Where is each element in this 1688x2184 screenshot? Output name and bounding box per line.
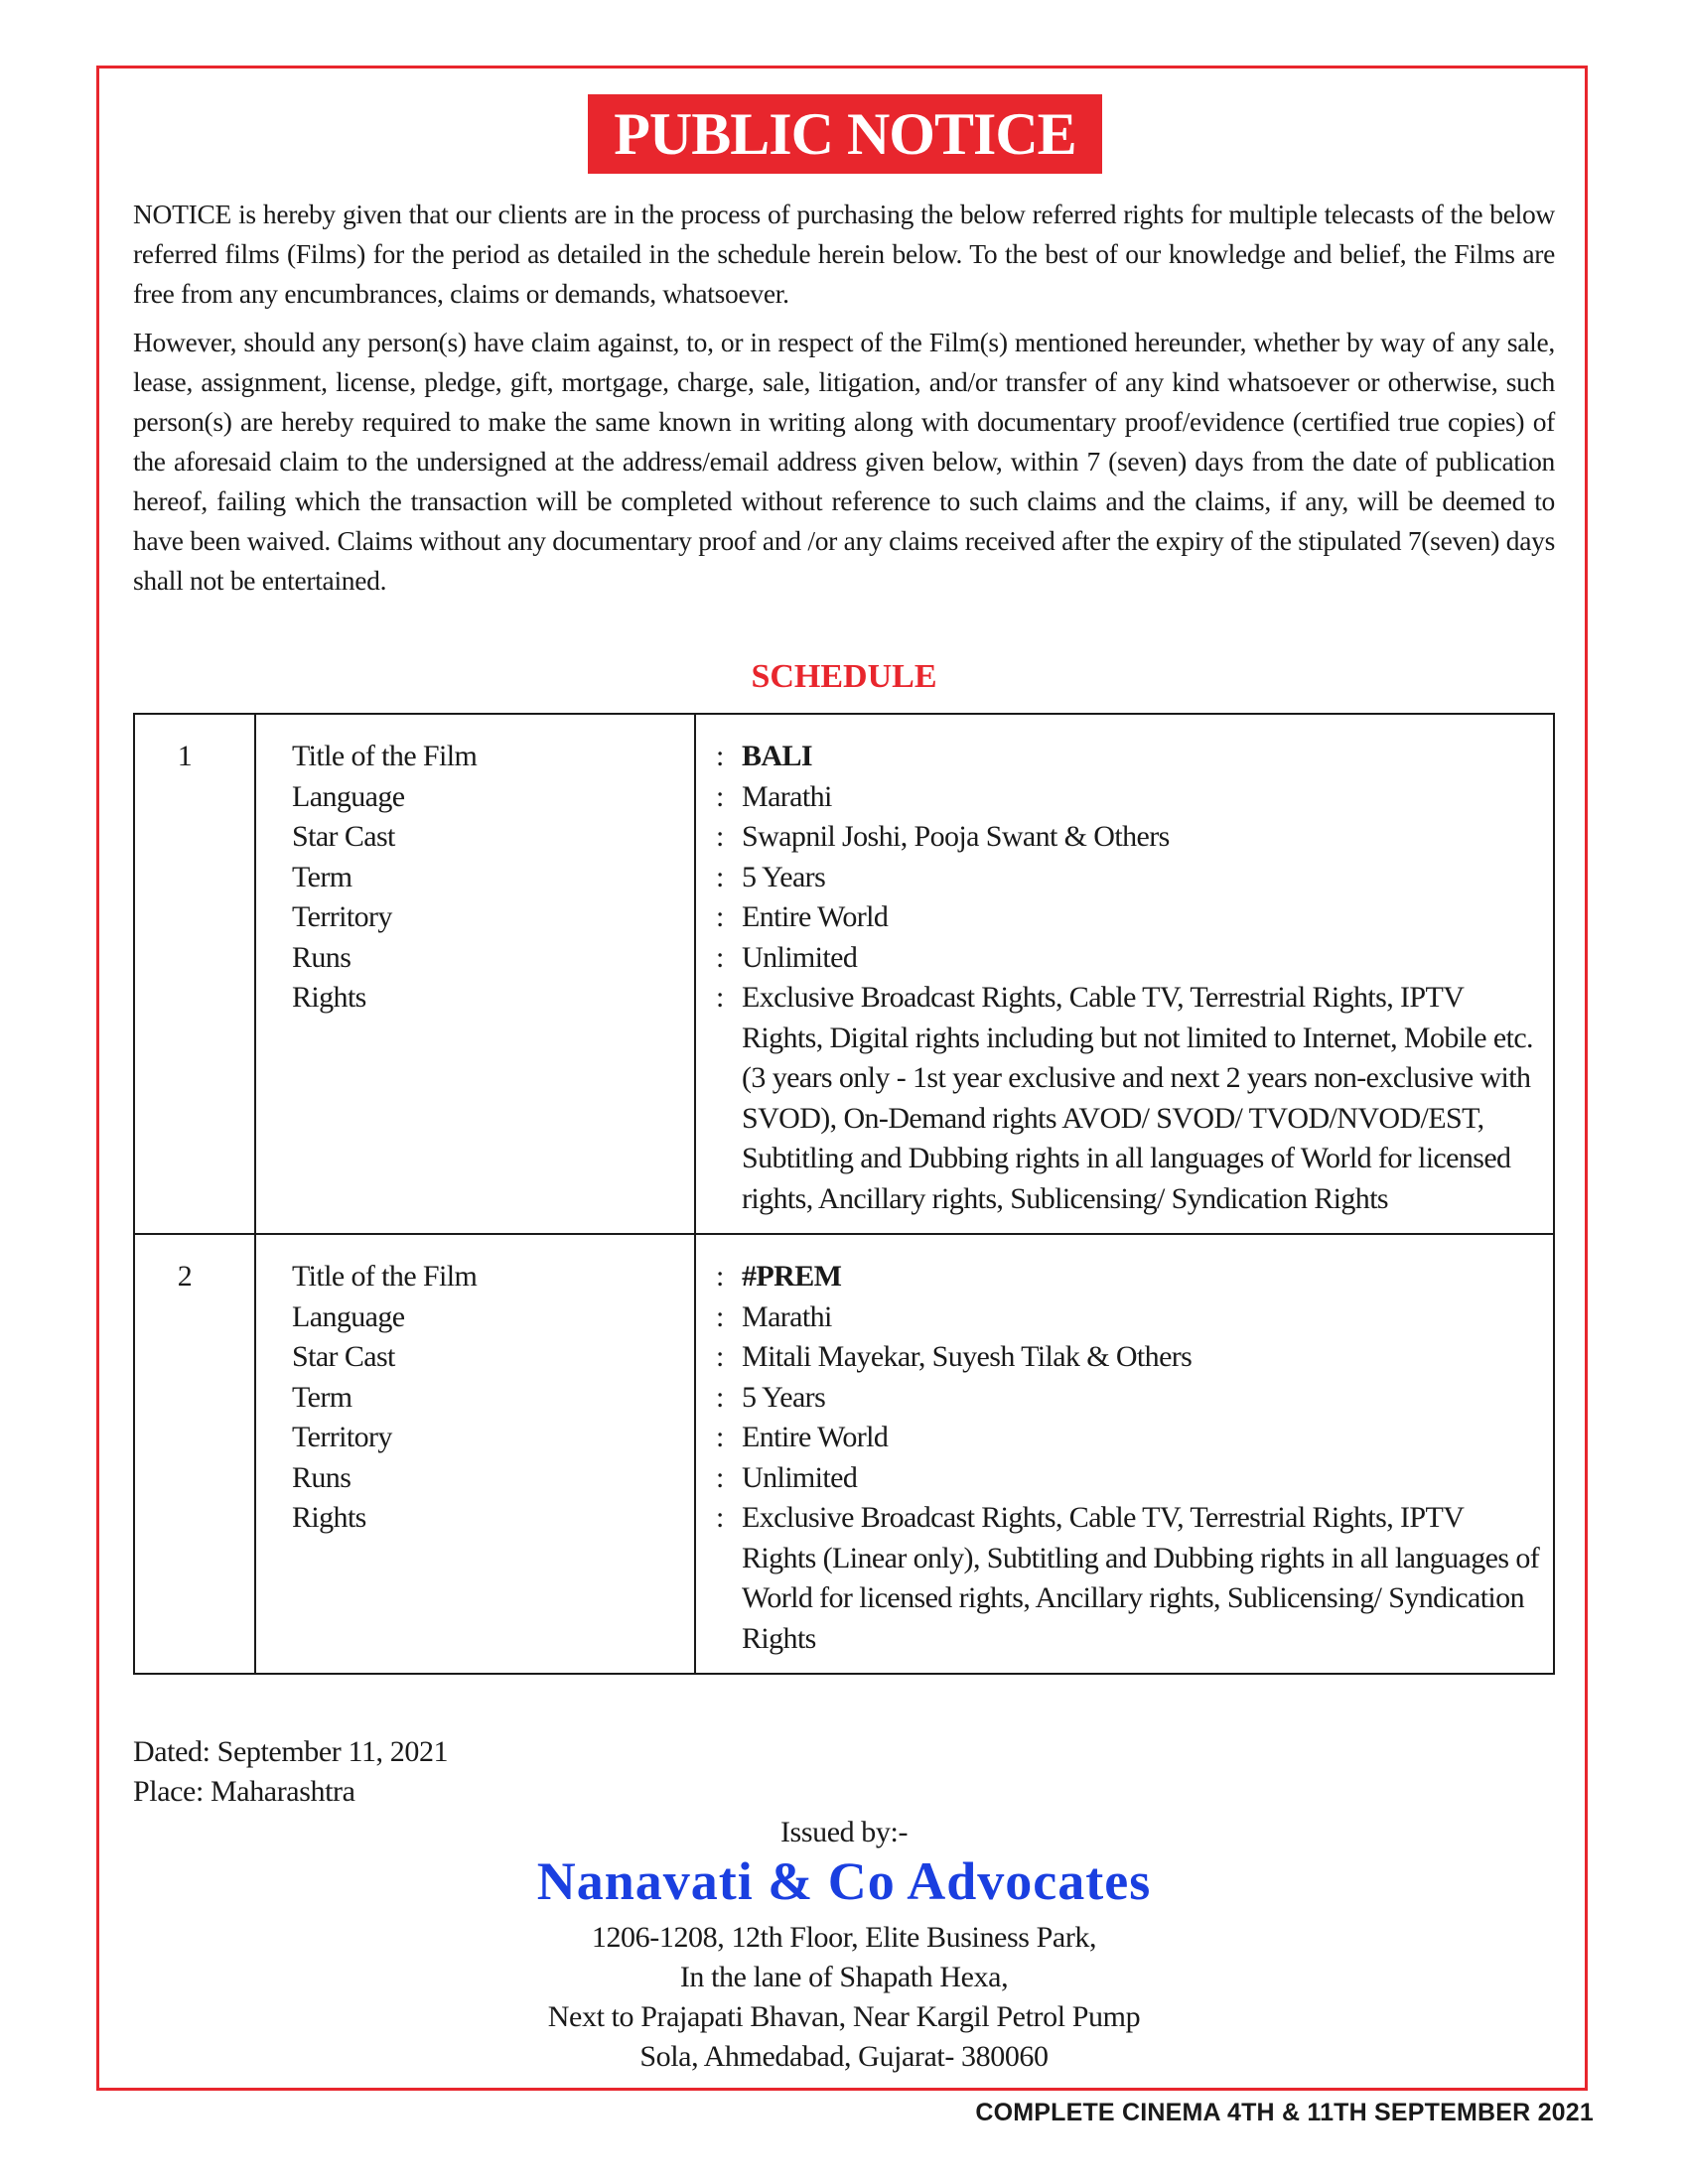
colon: : bbox=[716, 1260, 724, 1293]
address-line: Next to Prajapati Bhavan, Near Kargil Petrol Pump bbox=[547, 2000, 1141, 2033]
colon: : bbox=[716, 740, 724, 772]
field-values bbox=[695, 714, 1554, 1234]
firm-name: Nanavati & Co Advocates bbox=[536, 1851, 1152, 1911]
colon: : bbox=[716, 860, 724, 893]
film-runs: Unlimited bbox=[742, 1460, 858, 1494]
film-rights: Exclusive Broadcast Rights, Cable TV, Terrestrial Rights, IPTV Rights (Linear only), Subtitling and Dubbing rights in all languages of World for licensed rights, Ancillary rights, Sublicensing/ Syndication Rights bbox=[742, 1501, 1540, 1655]
address-line: Sola, Ahmedabad, Gujarat- 380060 bbox=[639, 2040, 1049, 2073]
colon: : bbox=[716, 940, 724, 974]
schedule-table bbox=[133, 713, 1555, 1675]
film-language: Marathi bbox=[742, 779, 832, 813]
label-language: Language bbox=[292, 1299, 405, 1333]
notice-paragraph-1: NOTICE is hereby given that our clients are in the process of purchasing the below referred rights for multiple telecasts of the below referred films (Films) for the period as detailed in the schedule herein below. To the best of our knowledge and belief, the Films are free from any encumbrances, claims or demands, whatsoever. bbox=[133, 199, 1555, 309]
notice-paragraph-2: However, should any person(s) have claim against, to, or in respect of the Film(s) mentioned hereunder, whether by way of any sale, lease, assignment, license, pledge, gift, mortgage, charge, sale, litigation, and/or transfer of any kind whatsoever or otherwise, such person(s) are hereby required to make the same known in writing along with documentary proof/evidence (certified true copies) of the aforesaid claim to the undersigned at the address/email address given below, within 7 (seven) days from the date of publication hereof, failing which the transaction will be completed without reference to such claims and the claims, if any, will be deemed to have been waived. Claims without any documentary proof and /or any claims received after the expiry of the stipulated 7(seven) days shall not be entertained. bbox=[133, 327, 1555, 596]
field-values bbox=[695, 1234, 1554, 1674]
publication-credit: COMPLETE CINEMA 4TH & 11TH SEPTEMBER 2021 bbox=[975, 2099, 1594, 2126]
table-row bbox=[134, 1234, 1554, 1674]
field-labels bbox=[255, 1234, 695, 1674]
place-line: Place: Maharashtra bbox=[133, 1775, 355, 1808]
label-star-cast: Star Cast bbox=[292, 820, 395, 853]
film-language: Marathi bbox=[742, 1299, 832, 1333]
film-runs: Unlimited bbox=[742, 940, 858, 974]
label-territory: Territory bbox=[292, 900, 392, 933]
label-term: Term bbox=[292, 860, 352, 893]
film-rights: Exclusive Broadcast Rights, Cable TV, Terrestrial Rights, IPTV Rights, Digital rights including but not limited to Internet, Mobile etc. (3 years only - 1st year exclusive and next 2 years non-exclusive with SVOD), On-Demand rights AVOD/ SVOD/ TVOD/NVOD/EST, Subtitling and Dubbing rights in all languages of World for licensed rights, Ancillary rights, Sublicensing/ Syndication Rights bbox=[742, 981, 1533, 1215]
colon: : bbox=[716, 1299, 724, 1333]
field-labels bbox=[255, 714, 695, 1234]
film-territory: Entire World bbox=[742, 1421, 889, 1453]
label-runs: Runs bbox=[292, 1460, 352, 1494]
notice-title: PUBLIC NOTICE bbox=[588, 94, 1102, 174]
schedule-heading: SCHEDULE bbox=[751, 658, 937, 695]
colon: : bbox=[716, 1380, 724, 1414]
colon: : bbox=[716, 1340, 724, 1373]
film-title: #PREM bbox=[742, 1260, 842, 1293]
label-language: Language bbox=[292, 779, 405, 813]
colon: : bbox=[716, 779, 724, 813]
label-title: Title of the Film bbox=[292, 740, 478, 772]
issued-by-label: Issued by:- bbox=[779, 1816, 909, 1848]
table-row bbox=[134, 714, 1554, 1234]
film-number: 1 bbox=[134, 714, 255, 1234]
dated-line: Dated: September 11, 2021 bbox=[133, 1735, 449, 1768]
colon: : bbox=[716, 1501, 724, 1534]
label-runs: Runs bbox=[292, 940, 352, 974]
film-territory: Entire World bbox=[742, 900, 889, 933]
film-number: 2 bbox=[134, 1234, 255, 1674]
label-star-cast: Star Cast bbox=[292, 1340, 395, 1373]
label-territory: Territory bbox=[292, 1421, 392, 1453]
film-star-cast: Swapnil Joshi, Pooja Swant & Others bbox=[742, 820, 1170, 853]
colon: : bbox=[716, 1460, 724, 1494]
film-term: 5 Years bbox=[742, 1380, 826, 1414]
film-title: BALI bbox=[742, 740, 812, 772]
address-line: In the lane of Shapath Hexa, bbox=[679, 1961, 1009, 1993]
colon: : bbox=[716, 900, 724, 933]
label-title: Title of the Film bbox=[292, 1260, 478, 1293]
colon: : bbox=[716, 1421, 724, 1453]
label-rights: Rights bbox=[292, 1501, 366, 1534]
colon: : bbox=[716, 981, 724, 1014]
film-term: 5 Years bbox=[742, 860, 826, 893]
date-place-block bbox=[133, 1732, 448, 1812]
colon: : bbox=[716, 820, 724, 853]
address-line: 1206-1208, 12th Floor, Elite Business Park, bbox=[591, 1921, 1097, 1954]
film-star-cast: Mitali Mayekar, Suyesh Tilak & Others bbox=[742, 1340, 1193, 1373]
label-term: Term bbox=[292, 1380, 352, 1414]
label-rights: Rights bbox=[292, 981, 366, 1014]
